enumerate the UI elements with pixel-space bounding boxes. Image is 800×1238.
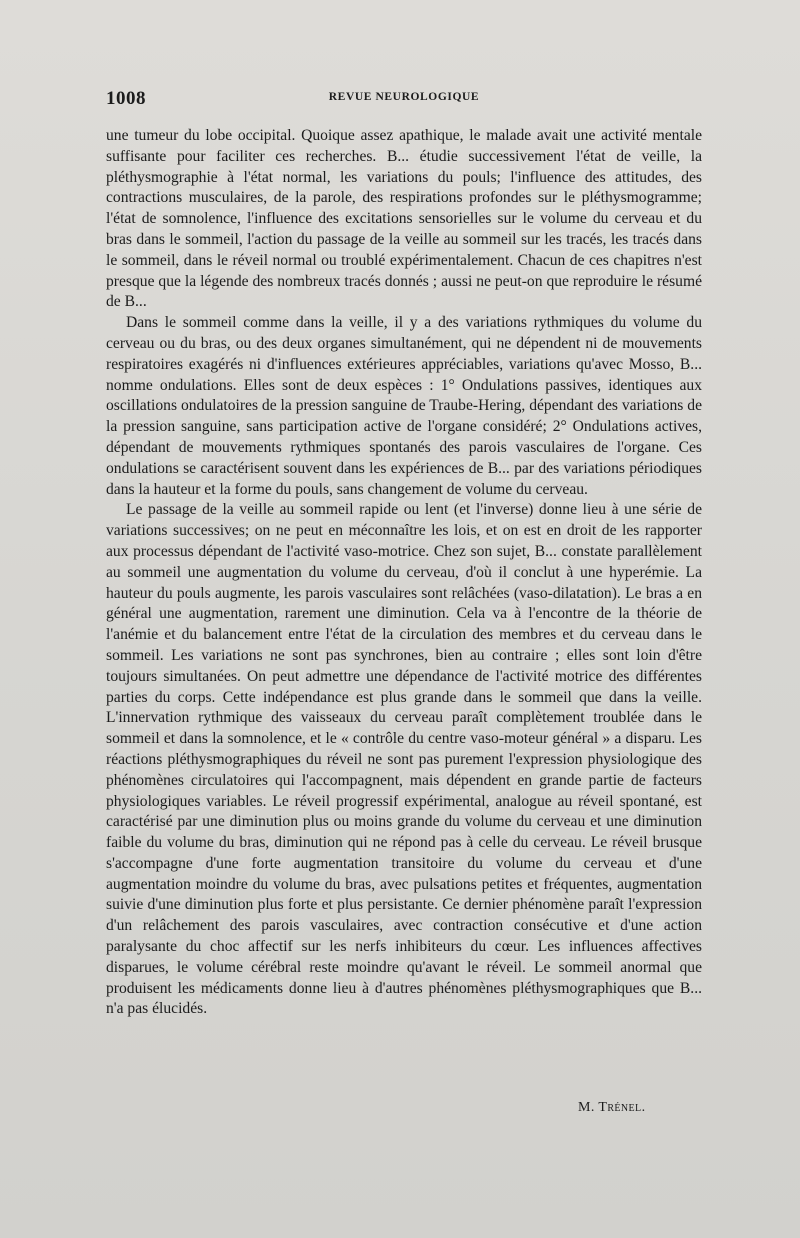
article-body [106,126,702,1020]
paragraph-1: une tumeur du lobe occipital. Quoique assez apathique, le malade avait une activité mentale suffisante pour faciliter ces recherches. B... étudie successivement l'état de veille, la pléthysmographie à l'état normal, les variations du pouls; l'influence des attitudes, des contractions musculaires, de la parole, des respirations profondes sur le pléthysmogramme; l'état de somnolence, l'influence des excitations sensorielles sur le volume du cerveau et du bras dans le sommeil, l'action du passage de la veille au sommeil sur les tracés, les tracés dans le sommeil, dans le réveil normal ou troublé expérimentalement. Chacun de ces chapitres n'est presque que la légende des nombreux tracés donnés ; aussi ne peut-on que reproduire le résumé de B... [106,127,702,311]
paragraph-2: Dans le sommeil comme dans la veille, il y a des variations rythmiques du volume du cerveau ou du bras, ou des deux organes simultanément, qui ne dépendent ni de mouvements respiratoires exagérés ni d'influences extérieures appréciables, variations qu'avec Mosso, B... nomme ondulations. Elles sont de deux espèces : 1° Ondulations passives, identiques aux oscillations ondulatoires de la pression sanguine de Traube-Hering, dépendant des variations de la pression sanguine, sans participation active de l'organe considéré; 2° Ondulations actives, dépendant de mouvements rythmiques spontanés des parois vasculaires de l'organe. Ces ondulations se caractérisent souvent dans les expériences de B... par des variations périodiques dans la hauteur et la forme du pouls, sans changement de volume du cerveau. [106,314,702,498]
page-header [106,88,702,110]
running-head: REVUE NEUROLOGIQUE [328,91,480,103]
author-signature: M. Trénel. [578,1100,646,1115]
paragraph-3: Le passage de la veille au sommeil rapide ou lent (et l'inverse) donne lieu à une série de variations successives; on ne peut en méconnaître les lois, et on est en droit de les rapporter aux processus dépendant de l'activité vaso-motrice. Chez son sujet, B... constate parallèlement au sommeil une augmentation du volume du cerveau, d'où il conclut à une hyperémie. La hauteur du pouls augmente, les parois vasculaires sont relâchées (vaso-dilatation). Le bras a en général une augmentation, rarement une diminution. Cela va à l'encontre de la théorie de l'anémie et du balancement entre l'état de la circulation des membres et du cerveau dans le sommeil. Les variations ne sont pas synchrones, bien au contraire ; elles sont loin d'être toujours simultanées. On peut admettre une dépendance de l'activité motrice des différentes parties du corps. Cette indépendance est plus grande dans le sommeil que dans la veille. L'innervation rythmique des vaisseaux du cerveau paraît complètement troublée dans le sommeil et dans la somnolence, et le « contrôle du centre vaso-moteur général » a disparu. Les réactions pléthysmographiques du réveil ne sont pas purement l'expression physiologique des phénomènes circulatoires qui l'accompagnent, mais dépendent en grande partie de facteurs physiologiques variables. Le réveil progressif expérimental, analogue au réveil spontané, est caractérisé par une diminution plus ou moins grande du volume du cerveau et une diminution faible du volume du bras, diminution qui ne répond pas à celle du cerveau. Le réveil brusque s'accompagne d'une forte augmentation transitoire du volume du cerveau et d'une augmentation moindre du volume du bras, avec pulsations petites et fréquentes, augmentation suivie d'une diminution plus forte et plus persistante. Ce dernier phénomène paraît l'expression d'un relâchement des parois vasculaires, avec contraction consécutive et d'une action paralysante du choc affectif sur les nerfs inhibiteurs du cœur. Les influences affectives disparues, le volume cérébral reste moindre qu'avant le réveil. Le sommeil anormal que produisent les médicaments donne lieu à d'autres phénomènes pléthysmographiques que B... n'a pas élucidés. [106,501,702,1018]
page-number: 1008 [106,88,146,109]
